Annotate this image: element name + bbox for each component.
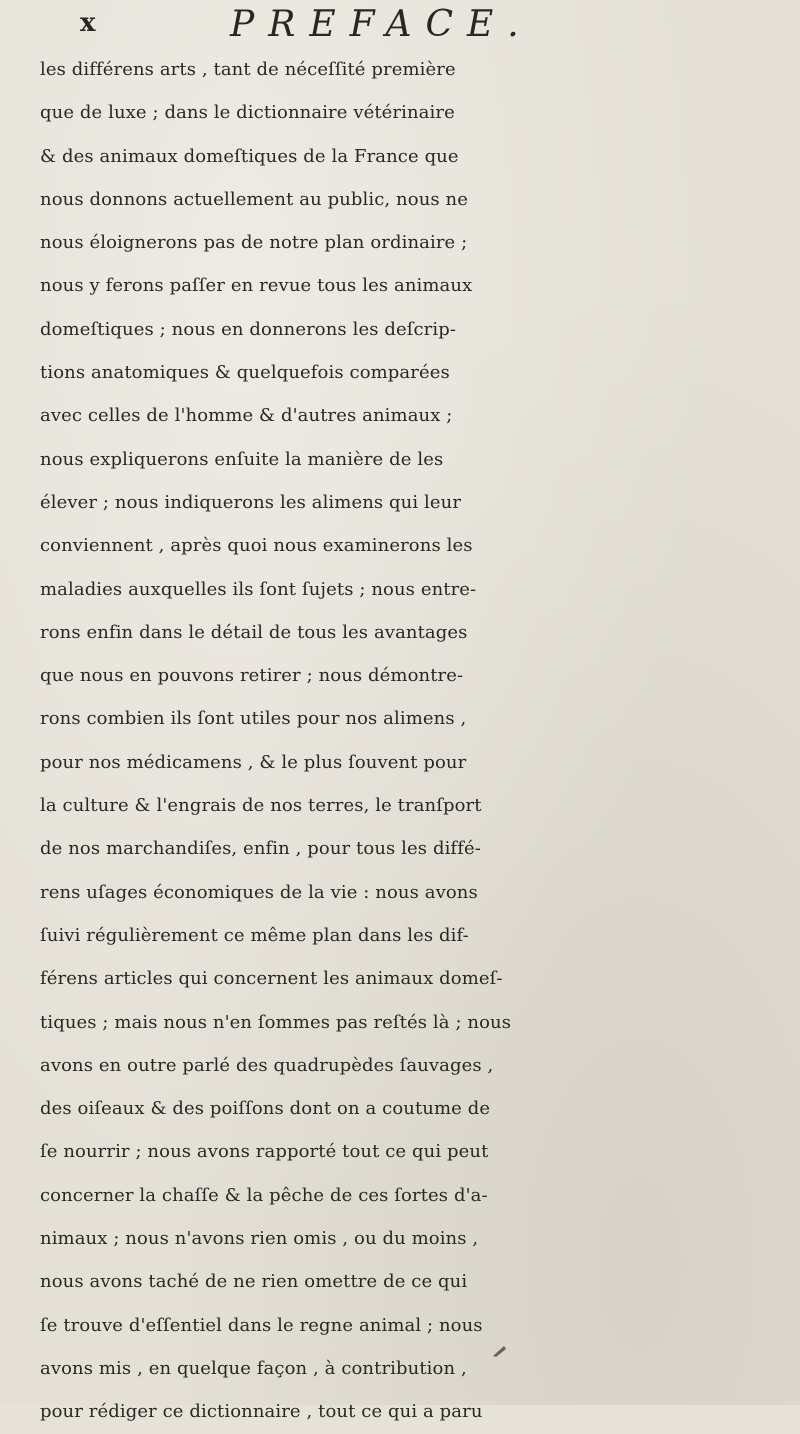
text-line: nous expliquerons enſuite la manière de les: [40, 448, 444, 470]
text-line: la culture & l'engrais de nos terres, le tranſport: [40, 795, 482, 817]
body-text: [40, 48, 800, 1434]
text-line: avec celles de l'homme & d'autres animaux ;: [40, 405, 453, 427]
text-line: de nos marchandiſes, enfin , pour tous les diffé-: [40, 838, 481, 860]
page-header: [80, 4, 780, 45]
text-line: nous éloignerons pas de notre plan ordinaire ;: [40, 232, 468, 254]
text-line: & des animaux domeſtiques de la France que: [40, 145, 459, 167]
text-line: pour nos médicamens , & le plus ſouvent pour: [40, 751, 467, 773]
text-line: domeſtiques ; nous en donnerons les deſcrip-: [40, 318, 457, 340]
text-line: que de luxe ; dans le dictionnaire vétérinaire: [40, 102, 455, 124]
text-line: avons en outre parlé des quadrupèdes ſauvages ,: [40, 1054, 494, 1076]
ink-speck-mark: [490, 1340, 510, 1360]
text-line: que nous en pouvons retirer ; nous démontre-: [40, 665, 464, 687]
text-line: rons enfin dans le détail de tous les avantages: [40, 621, 468, 643]
text-line: tions anatomiques & quelquefois comparées: [40, 362, 450, 384]
text-line: nous y ferons paſſer en revue tous les animaux: [40, 275, 473, 297]
text-line: férens articles qui concernent les animaux domeſ-: [40, 968, 503, 990]
page-number: x: [80, 8, 96, 38]
text-line: tiques ; mais nous n'en ſommes pas reſtés là ; nous: [40, 1011, 512, 1033]
text-line: les différens arts , tant de néceſſité première: [40, 59, 456, 80]
text-line: élever ; nous indiquerons les alimens qui leur: [40, 491, 462, 513]
text-line: nous avons taché de ne rien omettre de ce qui: [40, 1271, 468, 1293]
text-line: avons mis , en quelque façon , à contribution ,: [40, 1357, 467, 1379]
text-line: conviennent , après quoi nous examinerons les: [40, 535, 473, 557]
text-line: nous donnons actuellement au public, nous ne: [40, 188, 468, 210]
text-line: maladies auxquelles ils ſont ſujets ; nous entre-: [40, 578, 477, 600]
text-line: ſuivi régulièrement ce même plan dans les dif-: [40, 924, 469, 946]
text-line: rens uſages économiques de la vie : nous avons: [40, 881, 478, 903]
text-line: rons combien ils ſont utiles pour nos alimens ,: [40, 708, 467, 730]
text-line: des oiſeaux & des poiſſons dont on a coutume de: [40, 1098, 491, 1120]
text-line: concerner la chaſſe & la pêche de ces ſortes d'a-: [40, 1184, 488, 1206]
text-line: ſe trouve d'eſſentiel dans le regne animal ; nous: [40, 1314, 483, 1336]
text-line: nimaux ; nous n'avons rien omis , ou du moins ,: [40, 1228, 479, 1250]
running-head: PREFACE.: [230, 4, 533, 45]
text-line: ſe nourrir ; nous avons rapporté tout ce qui peut: [40, 1141, 489, 1163]
text-line: pour rédiger ce dictionnaire , tout ce qui a paru: [40, 1401, 483, 1423]
